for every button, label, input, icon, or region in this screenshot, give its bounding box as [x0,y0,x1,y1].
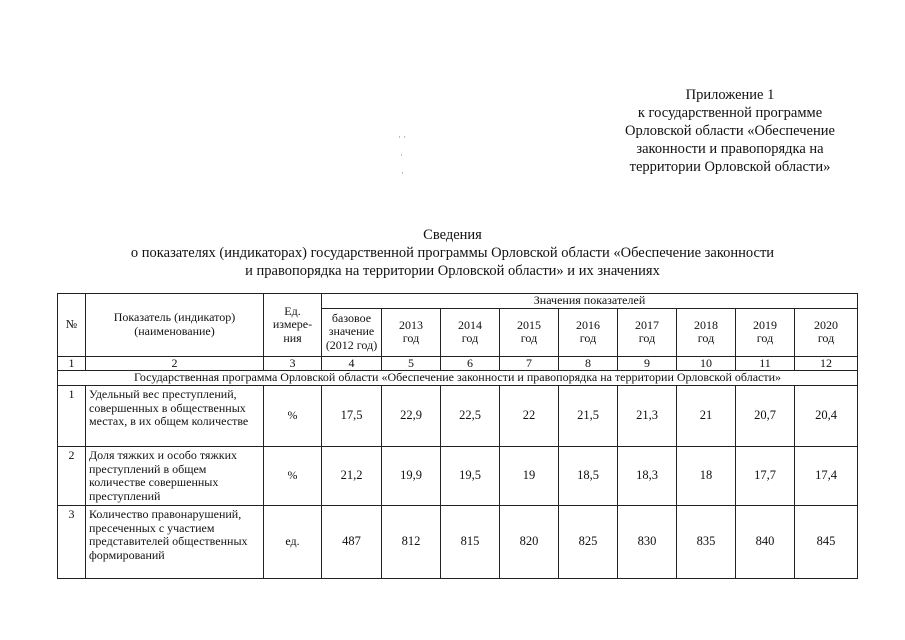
value-cell: 17,5 [322,386,382,447]
row-number: 3 [58,506,86,579]
unit-cell: % [264,386,322,447]
value-cell: 812 [382,506,441,579]
year-header [441,308,500,356]
scan-speck: · [401,168,404,178]
appendix-block [600,86,860,176]
value-cell: 21 [677,386,736,447]
year-header-line: значение [328,324,375,339]
scan-speck: · · [398,132,407,142]
year-suffix: год [817,331,835,345]
column-number-row [58,356,858,371]
unit-cell: ед. [264,506,322,579]
year-header [559,308,618,356]
unit-header-line: измере- [272,317,313,331]
appendix-line: территории Орловской области» [629,159,831,175]
col-indicator-header: Показатель (индикатор) (наименование) [86,294,264,357]
value-cell: 17,7 [736,447,795,506]
year-label: 2019 [753,317,777,332]
value-cell: 21,5 [559,386,618,447]
scan-speck: · [400,150,403,160]
year-label: 2014 [458,317,482,332]
column-number: 6 [441,356,500,371]
year-suffix: год [520,331,538,345]
appendix-line: законности и правопорядка на [636,141,824,157]
value-cell: 22 [500,386,559,447]
column-number: 3 [264,356,322,371]
value-cell: 19,9 [382,447,441,506]
year-header [736,308,795,356]
year-label: 2013 [399,317,423,332]
column-number: 9 [618,356,677,371]
value-cell: 21,3 [618,386,677,447]
unit-header-line: ния [283,330,302,345]
values-group-header: Значения показателей [322,294,858,309]
year-header [618,308,677,356]
col-no-header: № [58,294,86,357]
year-header [500,308,559,356]
value-cell: 820 [500,506,559,579]
value-cell: 20,4 [795,386,858,447]
value-cell: 487 [322,506,382,579]
value-cell: 840 [736,506,795,579]
document-heading [80,226,825,280]
year-suffix: год [756,331,774,345]
value-cell: 18,5 [559,447,618,506]
appendix-line: к государственной программе [637,105,823,121]
year-label: 2016 [576,317,600,332]
value-cell: 19 [500,447,559,506]
year-suffix: год [697,331,715,345]
column-number: 1 [58,356,86,371]
table-row [58,386,858,447]
year-label: 2018 [694,317,718,332]
value-cell: 825 [559,506,618,579]
unit-header-line: Ед. [284,303,301,318]
unit-cell: % [264,447,322,506]
value-cell: 835 [677,506,736,579]
indicators-table [57,293,858,579]
program-title: Государственная программа Орловской области «Обеспечение законности и правопорядка на территории Орловской области» [58,371,858,386]
year-header [795,308,858,356]
indicator-name: Доля тяжких и особо тяжких преступлений в общем количестве совершенных преступлений [86,447,264,506]
value-cell: 18 [677,447,736,506]
value-cell: 845 [795,506,858,579]
column-number: 7 [500,356,559,371]
row-number: 1 [58,386,86,447]
year-suffix: год [579,331,597,345]
year-label: 2020 [814,317,839,332]
heading-title: Сведения [423,227,482,243]
year-label: 2017 [635,317,659,332]
column-number: 4 [322,356,382,371]
year-label: 2015 [517,317,541,332]
table-row [58,447,858,506]
value-cell: 22,5 [441,386,500,447]
year-suffix: год [638,331,656,345]
column-number: 12 [795,356,858,371]
year-suffix: год [402,331,420,345]
value-cell: 19,5 [441,447,500,506]
column-number: 5 [382,356,441,371]
col-unit-header [264,294,322,357]
value-cell: 22,9 [382,386,441,447]
year-suffix: год [461,331,479,345]
appendix-line: Орловской области «Обеспечение [625,123,835,139]
indicator-name: Количество правонарушений, пресеченных с участием представителей общественных формирований [86,506,264,579]
indicator-name: Удельный вес преступлений, совершенных в общественных местах, в их общем количестве [86,386,264,447]
program-row [58,371,858,386]
value-cell: 830 [618,506,677,579]
row-number: 2 [58,447,86,506]
column-number: 2 [86,356,264,371]
value-cell: 21,2 [322,447,382,506]
year-header-line: (2012 год) [325,337,378,352]
header-row [58,294,858,309]
heading-line: и правопорядка на территории Орловской области» и их значениях [245,263,660,279]
table-row [58,506,858,579]
year-header-line: базовое [331,310,372,325]
appendix-line: Приложение 1 [685,87,775,103]
column-number: 11 [736,356,795,371]
heading-line: о показателях (индикаторах) государственной программы Орловской области «Обеспечение законности [130,245,775,261]
year-header [382,308,441,356]
value-cell: 815 [441,506,500,579]
column-number: 10 [677,356,736,371]
value-cell: 18,3 [618,447,677,506]
value-cell: 17,4 [795,447,858,506]
value-cell: 20,7 [736,386,795,447]
year-header-base [322,308,382,356]
year-header [677,308,736,356]
column-number: 8 [559,356,618,371]
